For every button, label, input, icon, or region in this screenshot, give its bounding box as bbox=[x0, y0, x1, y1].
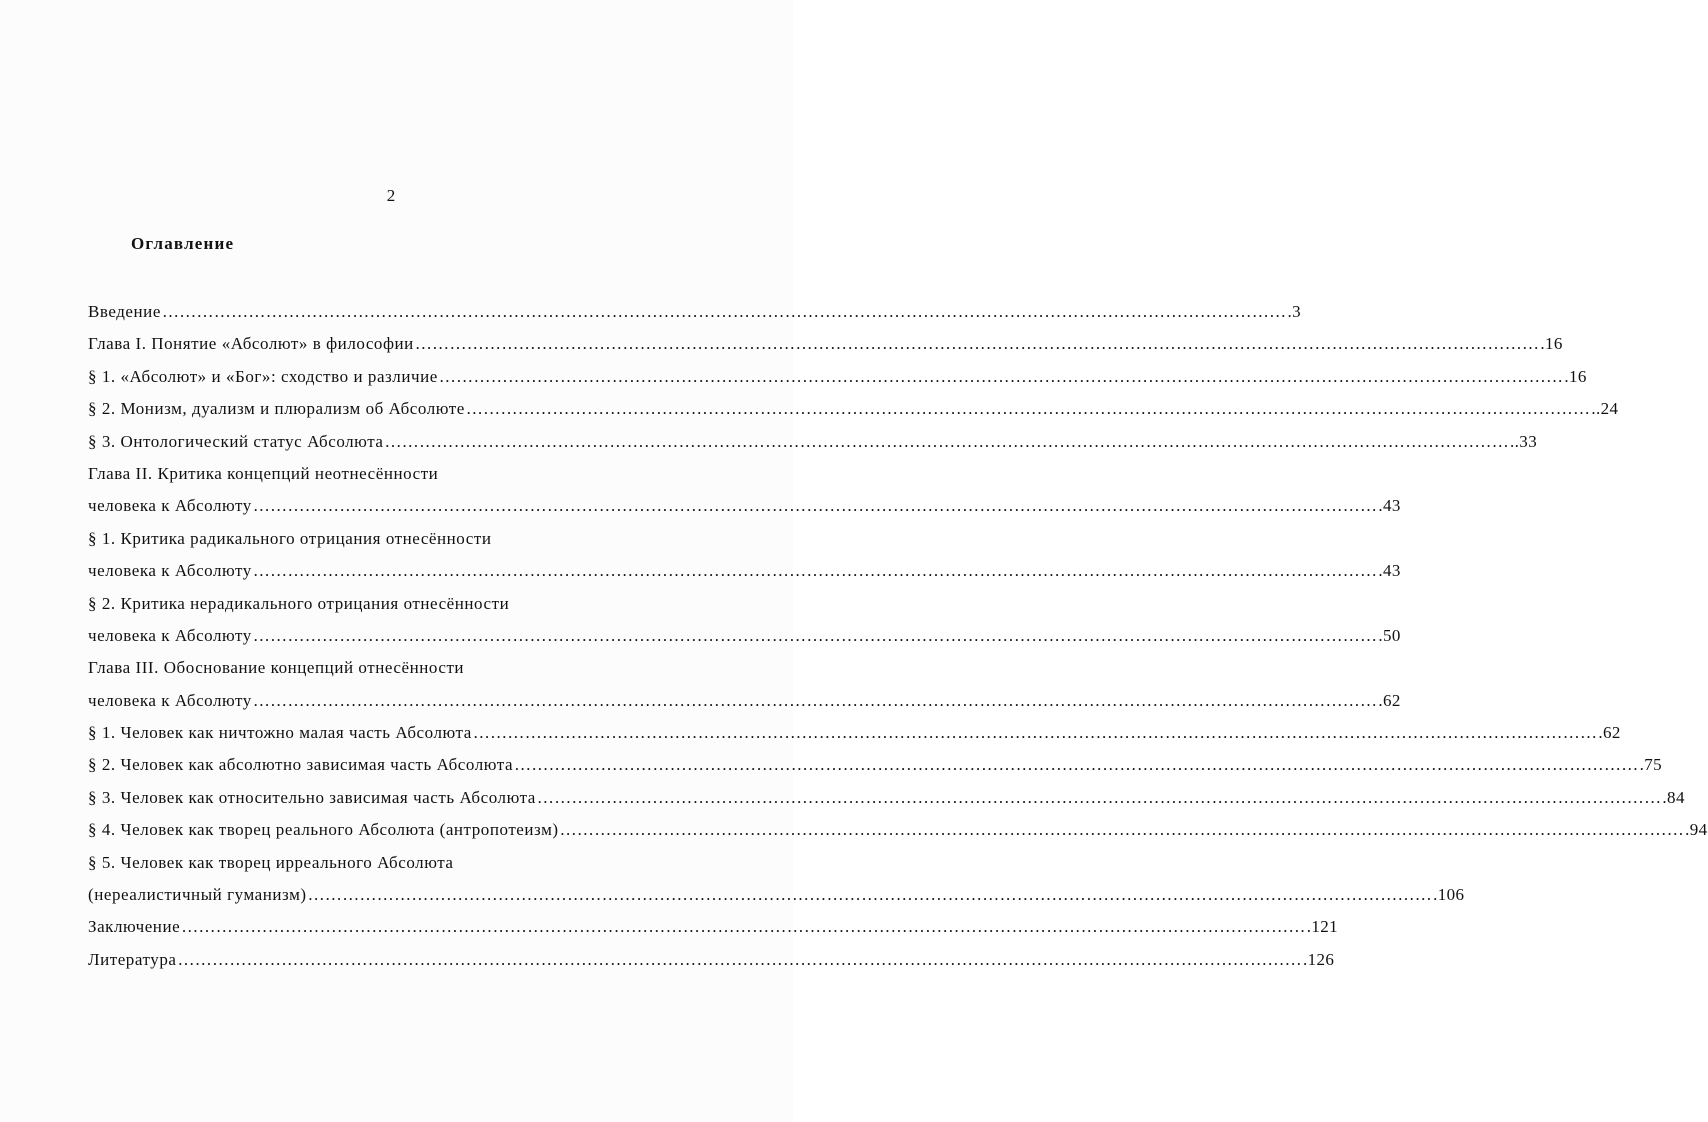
toc-entry-label: § 2. Критика нерадикального отрицания отнесённости bbox=[88, 593, 510, 613]
toc-entry-label: Литература bbox=[88, 949, 177, 969]
toc-entry-page: .50 bbox=[1378, 625, 1401, 645]
dot-leader: …………………………………………………………………………………………………………………………………………………………………………… bbox=[465, 399, 1591, 419]
toc-entry-label: § 5. Человек как творец ирреального Абсолюта bbox=[88, 852, 454, 872]
toc-entry-ch2-section-1-cont bbox=[88, 555, 1401, 587]
toc-entry-page: .16 bbox=[1564, 366, 1587, 386]
dot-leader: …………………………………………………………………………………………………………………………………………………………………………… bbox=[384, 431, 1509, 451]
toc-entry-label: человека к Абсолюту bbox=[88, 625, 252, 645]
dot-leader: …………………………………………………………………………………………………………………………………………………………………………… bbox=[177, 949, 1302, 969]
toc-entry-chapter-1 bbox=[88, 328, 1563, 360]
toc-entry-page: ..24 bbox=[1591, 399, 1619, 419]
dot-leader: …………………………………………………………………………………………………………………………………………………………………………… bbox=[252, 496, 1378, 516]
dot-leader: …………………………………………………………………………………………………………………………………………………………………………… bbox=[514, 755, 1639, 775]
toc-entry-page: .3 bbox=[1287, 302, 1301, 321]
toc-entry-chapter-2-cont bbox=[88, 490, 1401, 522]
toc-entry-label: § 2. Человек как абсолютно зависимая часть Абсолюта bbox=[88, 755, 514, 775]
dot-leader: …………………………………………………………………………………………………………………………………………………………………………… bbox=[161, 302, 1287, 321]
toc-entry-ch1-section-2 bbox=[88, 393, 1619, 425]
toc-entry-page: ..33 bbox=[1510, 431, 1538, 451]
toc-entry-ch2-section-2-cont bbox=[88, 620, 1401, 652]
toc-entry-label: § 1. Критика радикального отрицания отнесённости bbox=[88, 528, 492, 548]
dot-leader: …………………………………………………………………………………………………………………………………………………………………………… bbox=[252, 561, 1378, 581]
dot-leader: …………………………………………………………………………………………………………………………………………………………………………… bbox=[414, 334, 1540, 354]
toc-entry-page: .62 bbox=[1598, 723, 1621, 743]
toc-entry-label: § 3. Онтологический статус Абсолюта bbox=[88, 431, 384, 451]
toc-entry-label: § 1. «Абсолют» и «Бог»: сходство и различие bbox=[88, 366, 438, 386]
toc-entry-ch2-section-2 bbox=[88, 588, 740, 620]
toc-entry-page: .16 bbox=[1540, 334, 1563, 354]
toc-title: Оглавление bbox=[131, 234, 235, 253]
page-number: 2 bbox=[386, 186, 396, 205]
toc-entry-ch1-section-3 bbox=[88, 426, 1538, 458]
toc-entry-introduction bbox=[88, 296, 1301, 328]
toc-entry-chapter-3 bbox=[88, 652, 740, 684]
toc-entry-page: .84 bbox=[1662, 787, 1685, 807]
toc-entry-label: Глава III. Обоснование концепций отнесённости bbox=[88, 658, 465, 678]
toc-entry-page: .62 bbox=[1378, 690, 1401, 710]
toc-entry-page: .94 bbox=[1685, 820, 1708, 840]
toc-entry-label: § 4. Человек как творец реального Абсолюта (антропотеизм) bbox=[88, 820, 559, 840]
toc-entry-ch3-section-2 bbox=[88, 749, 1663, 781]
toc-entry-ch3-section-4 bbox=[88, 814, 1708, 846]
toc-entry-page: .75 bbox=[1639, 755, 1663, 775]
toc-entry-label: Глава I. Понятие «Абсолют» в философии bbox=[88, 334, 414, 354]
toc-entry-label: человека к Абсолюту bbox=[88, 496, 252, 516]
toc-entry-page: .126 bbox=[1302, 949, 1335, 969]
dot-leader: …………………………………………………………………………………………………………………………………………………………………………… bbox=[307, 885, 1433, 905]
toc-entry-ch1-section-1 bbox=[88, 361, 1587, 393]
toc-entry-ch2-section-1 bbox=[88, 523, 740, 555]
toc-entry-ch3-section-3 bbox=[88, 782, 1685, 814]
toc-entry-chapter-2 bbox=[88, 458, 740, 490]
toc-entry-page: .43 bbox=[1378, 496, 1401, 516]
toc-entry-label: Заключение bbox=[88, 917, 181, 937]
toc-entry-label: § 1. Человек как ничтожно малая часть Абсолюта bbox=[88, 723, 472, 743]
toc-entry-page: .43 bbox=[1378, 561, 1401, 581]
dot-leader: …………………………………………………………………………………………………………………………………………………………………………… bbox=[559, 820, 1685, 840]
dot-leader: …………………………………………………………………………………………………………………………………………………………………………… bbox=[472, 723, 1598, 743]
toc-entry-label: Введение bbox=[88, 302, 161, 321]
dot-leader: …………………………………………………………………………………………………………………………………………………………………………… bbox=[438, 366, 1564, 386]
toc-entry-chapter-3-cont bbox=[88, 685, 1401, 717]
toc-entry-page: .106 bbox=[1433, 885, 1465, 905]
dot-leader: …………………………………………………………………………………………………………………………………………………………………………… bbox=[536, 787, 1662, 807]
toc-entry-label: Глава II. Критика концепций неотнесённости bbox=[88, 463, 439, 483]
dot-leader: …………………………………………………………………………………………………………………………………………………………………………… bbox=[252, 625, 1378, 645]
toc-entry-label: § 2. Монизм, дуализм и плюрализм об Абсолюте bbox=[88, 399, 465, 419]
dot-leader: …………………………………………………………………………………………………………………………………………………………………………… bbox=[181, 917, 1306, 937]
toc-entry-label: § 3. Человек как относительно зависимая часть Абсолюта bbox=[88, 787, 536, 807]
toc-entry-label: человека к Абсолюту bbox=[88, 561, 252, 581]
toc-entry-literature bbox=[88, 944, 1335, 976]
toc-entry-ch3-section-1 bbox=[88, 717, 1621, 749]
table-of-contents bbox=[88, 296, 1708, 976]
dot-leader: …………………………………………………………………………………………………………………………………………………………………………… bbox=[252, 690, 1378, 710]
toc-entry-ch3-section-5 bbox=[88, 847, 740, 879]
toc-entry-page: .121 bbox=[1306, 917, 1339, 937]
toc-entry-conclusion bbox=[88, 911, 1339, 943]
toc-entry-label: человека к Абсолюту bbox=[88, 690, 252, 710]
toc-entry-ch3-section-5-cont bbox=[88, 879, 1465, 911]
toc-entry-label: (нереалистичный гуманизм) bbox=[88, 885, 307, 905]
